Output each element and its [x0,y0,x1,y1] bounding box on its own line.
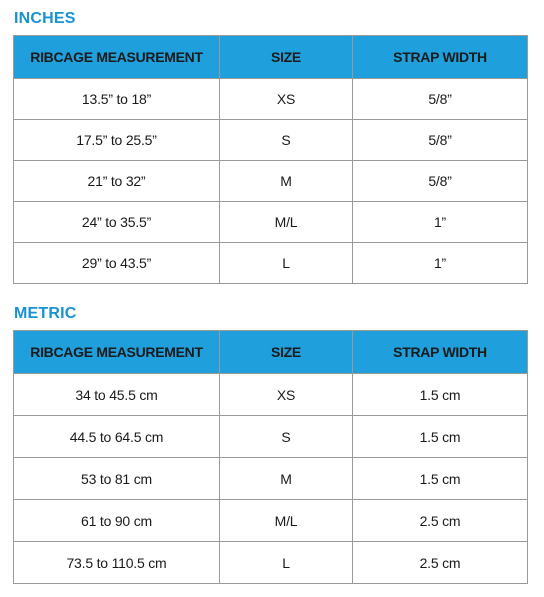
table-row [14,458,528,500]
ribcage-cell: 24” to 35.5” [14,202,220,243]
header-strap-width: STRAP WIDTH [353,36,528,79]
strap-width-cell: 2.5 cm [353,500,528,542]
size-cell: L [220,542,353,584]
header-ribcage-measurement: RIBCAGE MEASUREMENT [14,331,220,374]
ribcage-cell: 61 to 90 cm [14,500,220,542]
ribcage-cell: 29” to 43.5” [14,243,220,284]
metric-section-title: METRIC [14,305,77,322]
inches-size-table [13,35,528,284]
table-header-row [14,36,528,79]
strap-width-cell: 2.5 cm [353,542,528,584]
table-row [14,120,528,161]
size-cell: S [220,416,353,458]
size-cell: L [220,243,353,284]
table-row [14,161,528,202]
table-row [14,500,528,542]
size-cell: XS [220,79,353,120]
table-row [14,374,528,416]
table-row [14,243,528,284]
table-row [14,202,528,243]
size-cell: S [220,120,353,161]
size-cell: M [220,161,353,202]
ribcage-cell: 44.5 to 64.5 cm [14,416,220,458]
ribcage-cell: 53 to 81 cm [14,458,220,500]
ribcage-cell: 34 to 45.5 cm [14,374,220,416]
size-cell: M/L [220,500,353,542]
header-size: SIZE [220,36,353,79]
strap-width-cell: 1.5 cm [353,416,528,458]
size-cell: M [220,458,353,500]
strap-width-cell: 1.5 cm [353,458,528,500]
header-strap-width: STRAP WIDTH [353,331,528,374]
table-row [14,416,528,458]
strap-width-cell: 5/8” [353,161,528,202]
table-row [14,79,528,120]
strap-width-cell: 1” [353,243,528,284]
ribcage-cell: 17.5” to 25.5” [14,120,220,161]
table-row [14,542,528,584]
strap-width-cell: 1” [353,202,528,243]
table-header-row [14,331,528,374]
strap-width-cell: 5/8” [353,120,528,161]
header-size: SIZE [220,331,353,374]
strap-width-cell: 1.5 cm [353,374,528,416]
ribcage-cell: 73.5 to 110.5 cm [14,542,220,584]
ribcage-cell: 21” to 32” [14,161,220,202]
size-cell: M/L [220,202,353,243]
header-ribcage-measurement: RIBCAGE MEASUREMENT [14,36,220,79]
ribcage-cell: 13.5” to 18” [14,79,220,120]
strap-width-cell: 5/8” [353,79,528,120]
metric-size-table [13,330,528,584]
inches-section-title: INCHES [14,10,76,27]
size-cell: XS [220,374,353,416]
